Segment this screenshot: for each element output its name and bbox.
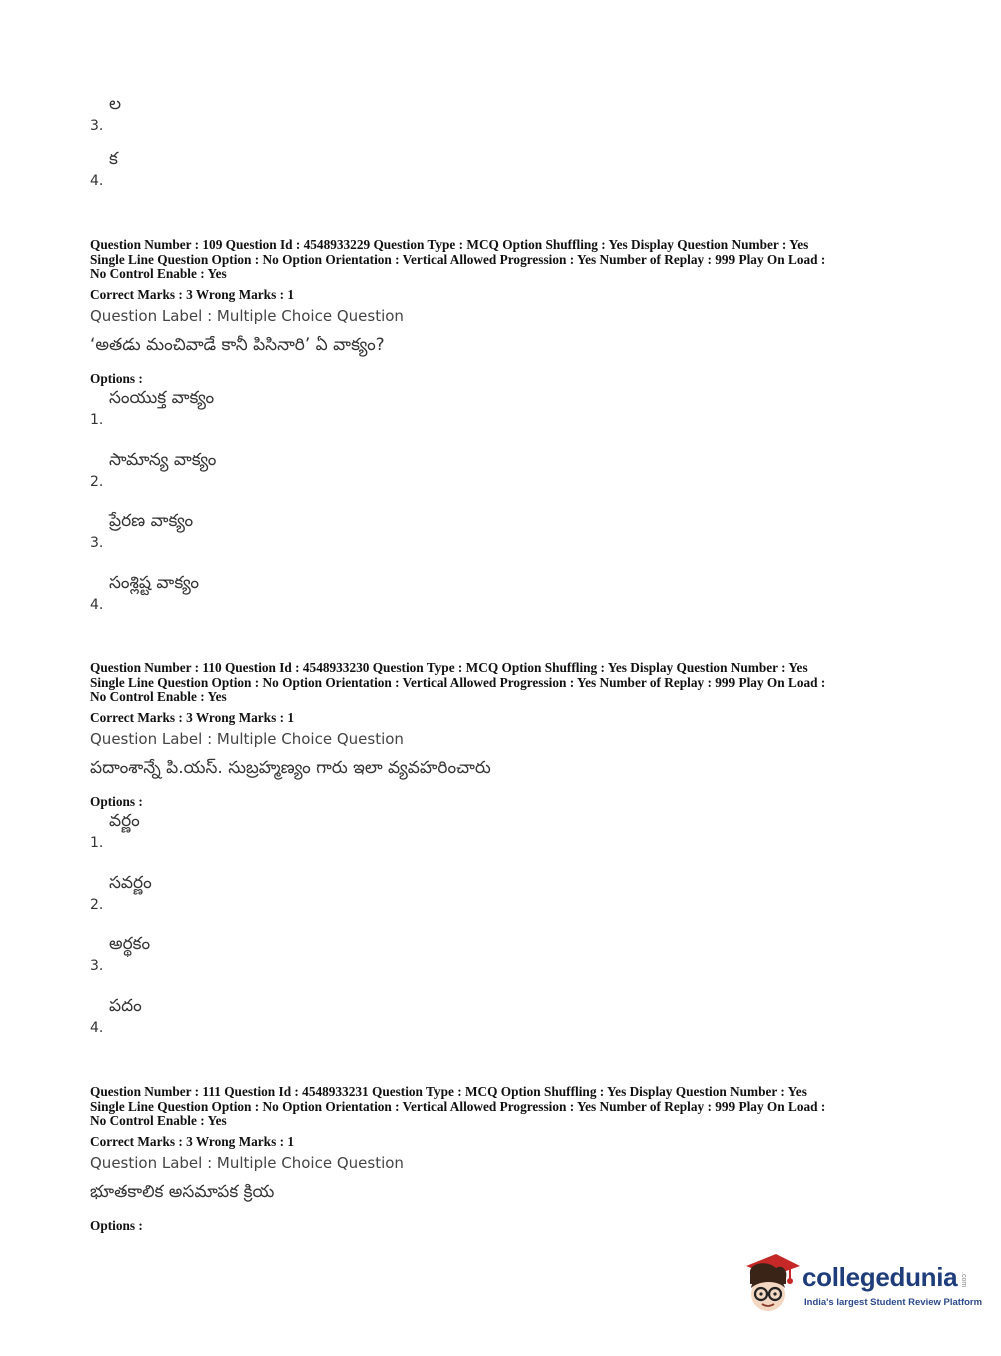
option-number: 2. [90,474,104,490]
option-text: సంయుక్త వాక్యం [109,388,215,408]
question-label: Question Label : Multiple Choice Question [90,1153,404,1172]
option-text: ల [109,94,122,114]
logo-suffix: .com [960,1272,967,1288]
question-label: Question Label : Multiple Choice Question [90,306,404,325]
option-text: ప్రేరణ వాక్యం [109,511,194,531]
option-number: 3. [90,958,104,974]
question-meta-line: No Control Enable : Yes [90,1113,227,1128]
options-heading: Options : [90,371,143,386]
list-item [90,811,490,851]
logo-tagline: India's largest Student Review Platform [804,1297,983,1308]
question-text: పదాంశాన్నే పి.యస్. సుబ్రహ్మణ్యం గారు ఇలా వ్యవహరించారు [90,757,491,778]
question-meta-line: No Control Enable : Yes [90,689,227,704]
marks-info: Correct Marks : 3 Wrong Marks : 1 [90,1133,294,1149]
marks-info: Correct Marks : 3 Wrong Marks : 1 [90,286,294,302]
question-block [90,661,920,780]
marks-info: Correct Marks : 3 Wrong Marks : 1 [90,709,294,725]
logo-wordmark: collegedunia [802,1262,958,1292]
question-block [90,1085,920,1204]
option-text: సామాన్య వాక్యం [109,450,217,470]
question-meta-line: Question Number : 109 Question Id : 4548933229 Question Type : MCQ Option Shuffling : Yes Display Question Number : Yes [90,237,809,252]
question-text: ‘అతడు మంచివాడే కానీ పిసినారి’ ఏ వాక్యం? [90,334,385,355]
list-item [90,511,490,551]
question-meta-line: Question Number : 111 Question Id : 4548933231 Question Type : MCQ Option Shuffling : Yes Display Question Number : Yes [90,1084,807,1099]
question-meta-line: Single Line Question Option : No Option Orientation : Vertical Allowed Progression : Yes Number of Replay : 999 Play On Load : [90,251,826,267]
option-text: వర్ణం [109,811,140,831]
option-text: సంశ్లిష్ట వాక్యం [109,573,199,593]
option-text: పదం [109,996,142,1016]
option-number: 4. [90,597,104,613]
question-meta-line: Question Number : 110 Question Id : 4548933230 Question Type : MCQ Option Shuffling : Yes Display Question Number : Yes [90,660,808,675]
option-text: సవర్ణం [109,873,152,893]
list-item [90,388,490,428]
option-number: 1. [90,412,104,428]
options-heading: Options : [90,1218,143,1233]
list-item [90,573,490,613]
collegedunia-logo [742,1248,983,1320]
option-text: అర్థకం [109,934,151,954]
list-item [90,873,490,913]
list-item [90,934,490,974]
list-item [90,94,490,134]
list-item [90,996,490,1036]
question-text: భూతకాలిక అసమాపక క్రియ [90,1181,275,1202]
options-heading: Options : [90,794,143,809]
list-item [90,450,490,490]
option-number: 1. [90,835,104,851]
question-label: Question Label : Multiple Choice Question [90,729,404,748]
option-number: 3. [90,118,104,134]
option-number: 2. [90,897,104,913]
question-meta-line: No Control Enable : Yes [90,266,227,281]
question-meta-line: Single Line Question Option : No Option Orientation : Vertical Allowed Progression : Yes Number of Replay : 999 Play On Load : [90,1098,826,1114]
option-number: 4. [90,1020,104,1036]
list-item [90,149,490,189]
option-number: 3. [90,535,104,551]
option-text: క [109,149,118,169]
question-meta-line: Single Line Question Option : No Option Orientation : Vertical Allowed Progression : Yes Number of Replay : 999 Play On Load : [90,674,826,690]
question-block [90,238,920,357]
mascot-icon [742,1248,802,1316]
option-number: 4. [90,173,104,189]
